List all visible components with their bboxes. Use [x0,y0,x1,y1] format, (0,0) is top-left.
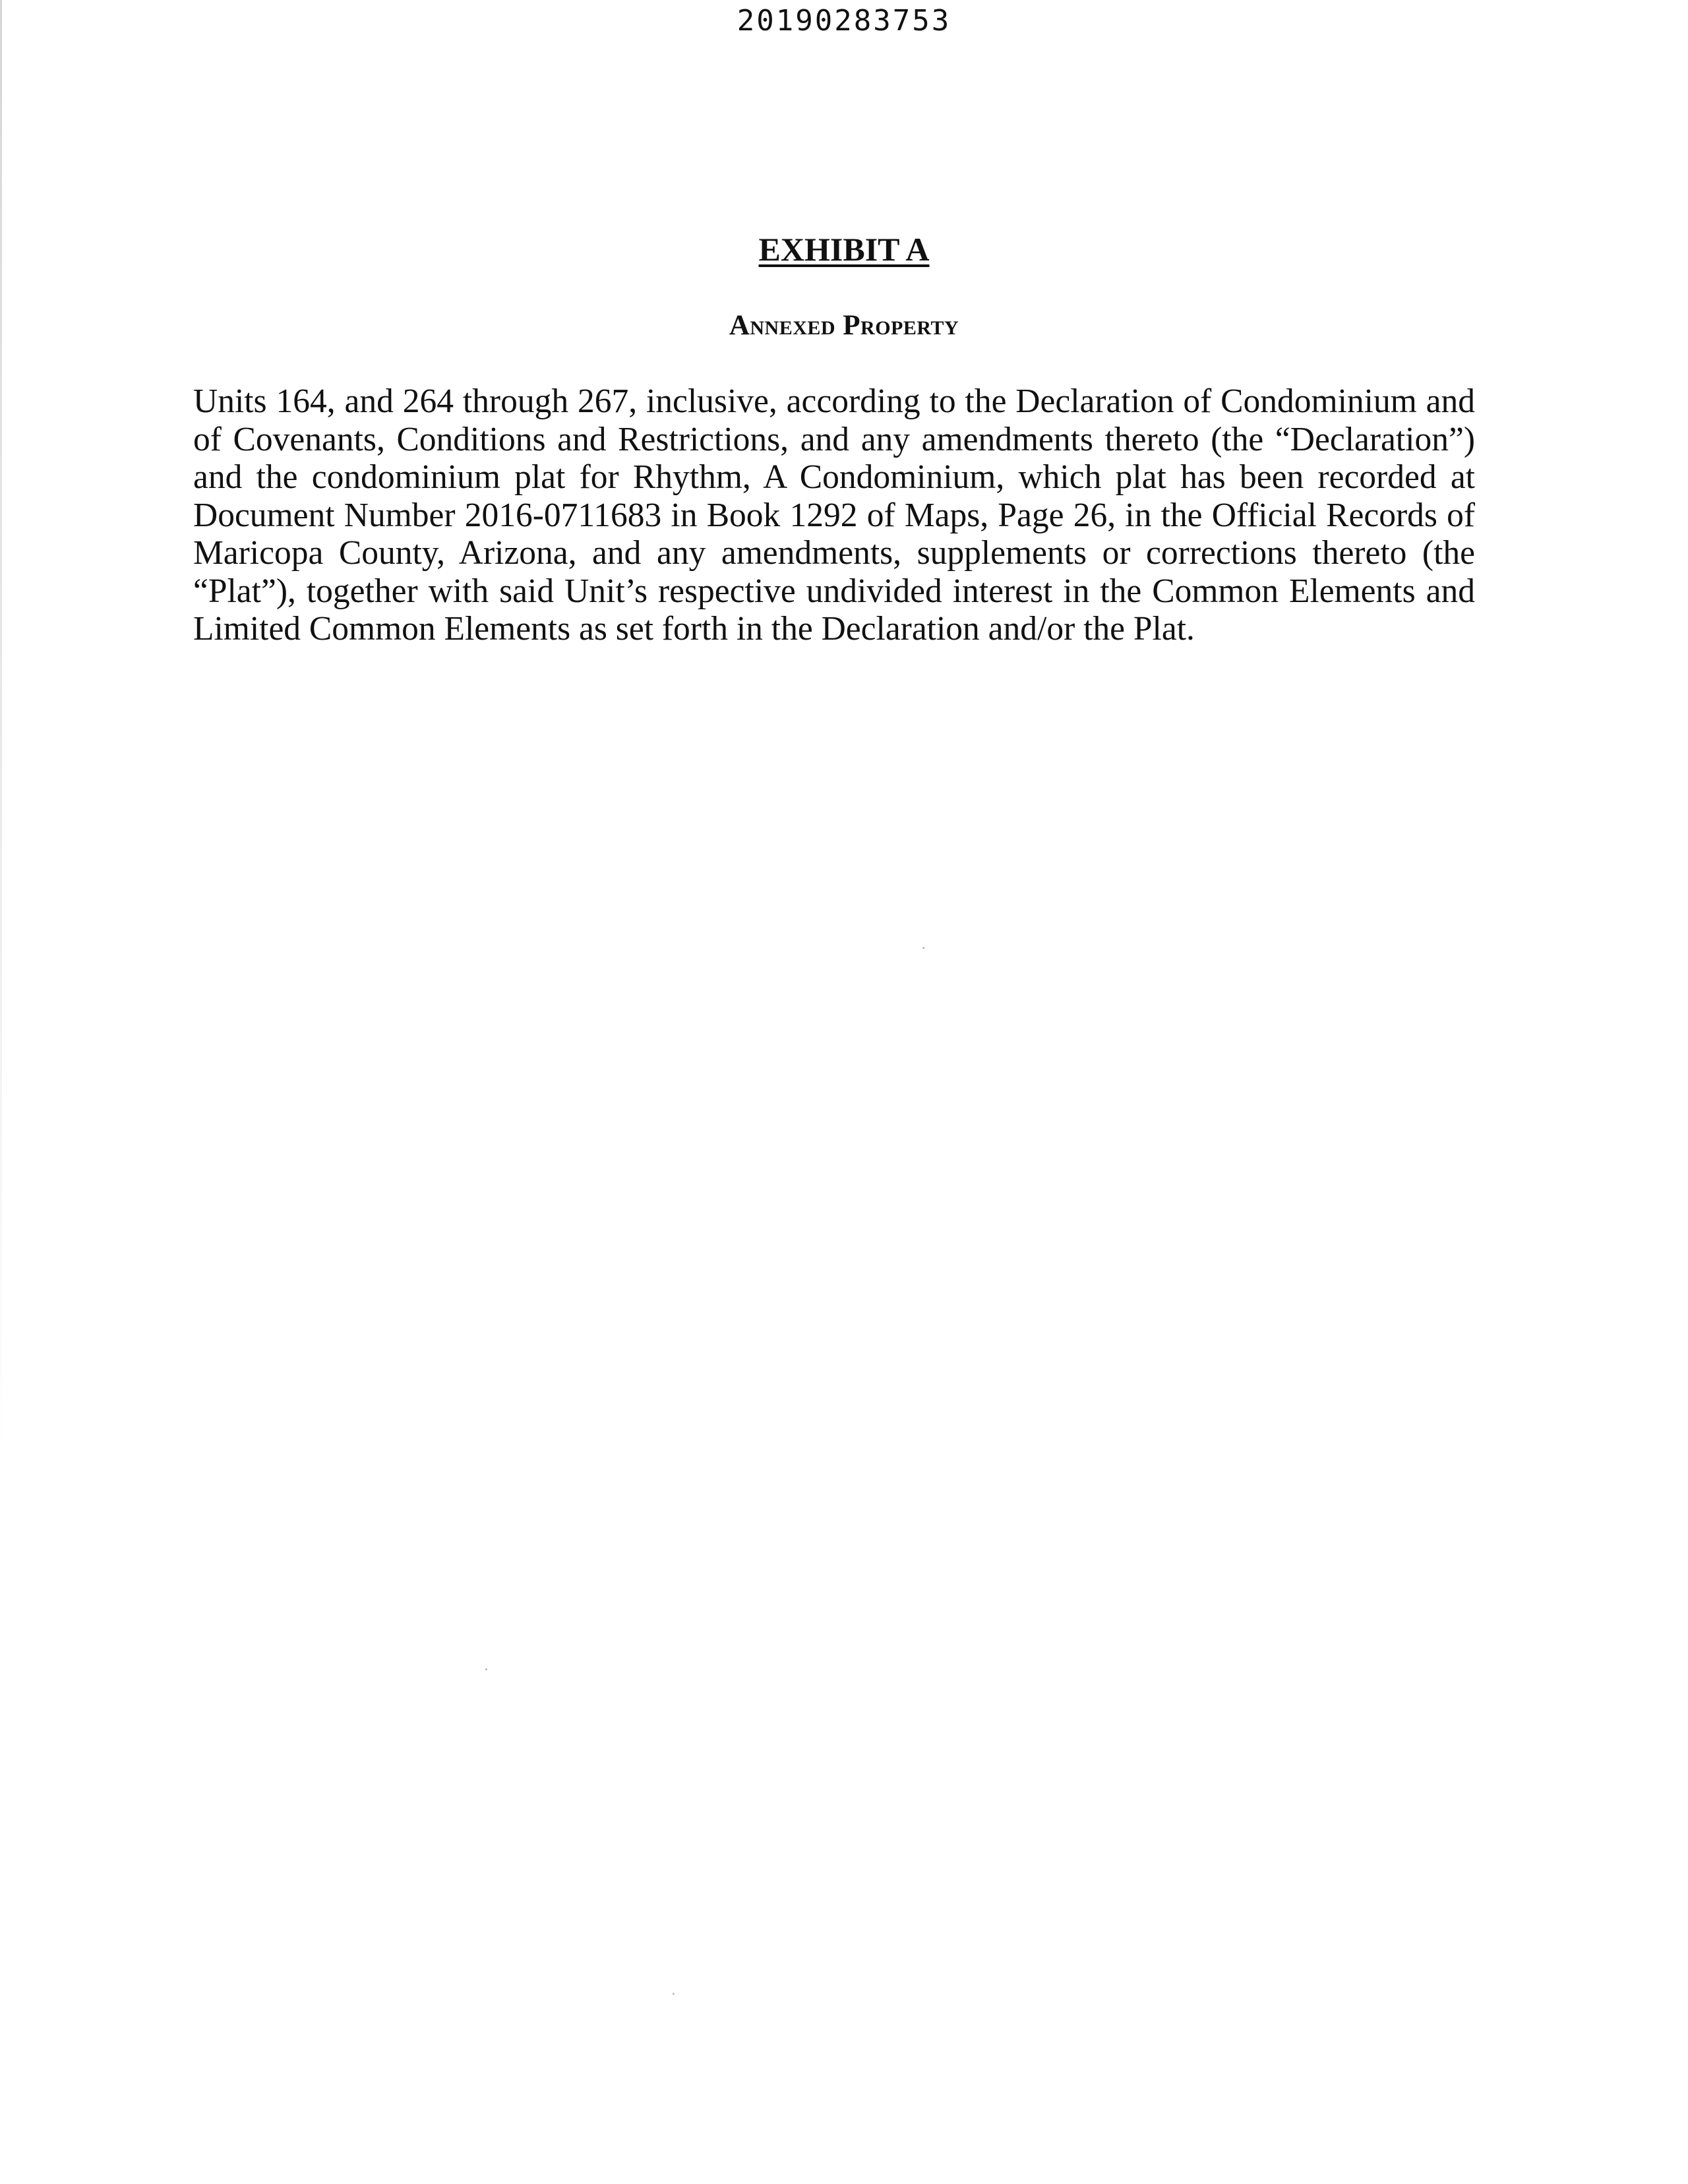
recording-number: 20190283753 [737,4,951,38]
scan-edge-shadow [0,0,2,1451]
legal-description-paragraph: Units 164, and 264 through 267, inclusive, according to the Declaration of Condominium and of Covenants, Conditions and Restrictions, and any amendments thereto (the “Declaration”) and the condominium plat for Rhythm, A Condominium, which plat has been recorded at Document Number 2016-0711683 in Book 1292 of Maps, Page 26, in the Official Records of Maricopa County, Arizona, and any amendments, supplements or corrections thereto (the “Plat”), together with said Unit’s respective undivided interest in the Common Elements and Limited Common Elements as set forth in the Declaration and/or the Plat. [193,382,1475,648]
exhibit-title [0,229,1688,269]
scan-speck [673,1993,675,1995]
exhibit-title-text: EXHIBIT A [758,231,930,268]
exhibit-subtitle: Annexed Property [729,310,959,341]
scan-speck [922,947,924,949]
scan-speck [485,1668,487,1670]
